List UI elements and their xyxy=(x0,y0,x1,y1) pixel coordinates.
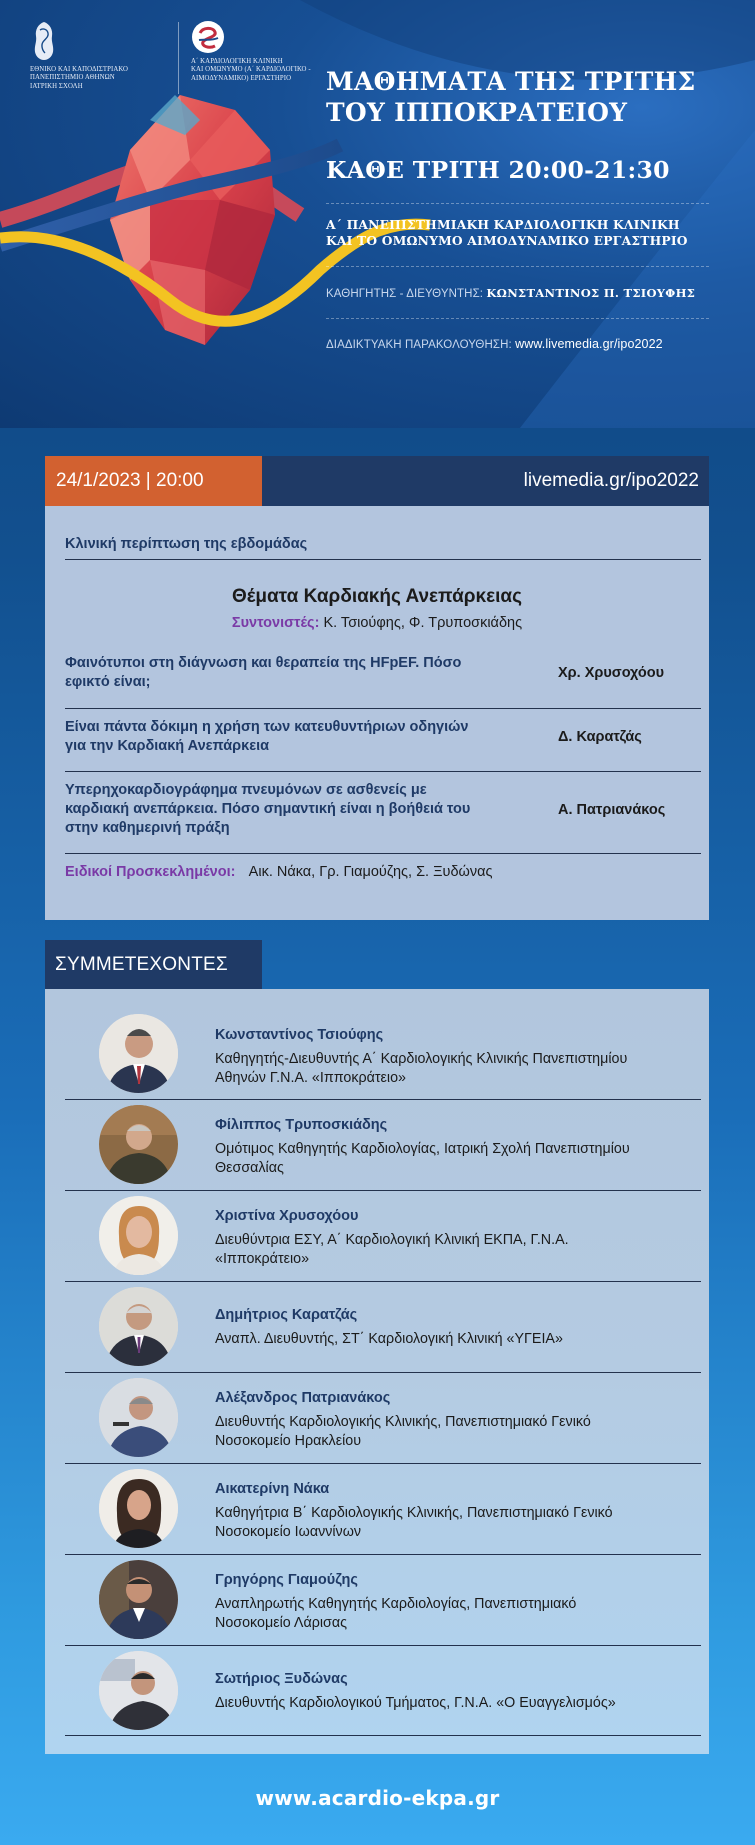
avatar xyxy=(99,1105,178,1184)
participant-name: Γρηγόρης Γιαμούζης xyxy=(215,1572,358,1588)
participant-name: Σωτήριος Ξυδώνας xyxy=(215,1671,348,1687)
avatar xyxy=(99,1651,178,1730)
director-label: ΚΑΘΗΓΗΤΗΣ - ΔΙΕΥΘΥΝΤΗΣ: xyxy=(326,288,484,300)
role-line: Διευθύντρια ΕΣΥ, Α΄ Καρδιολογική Κλινική ΕΚΠΑ, Γ.Ν.Α. xyxy=(215,1232,569,1248)
header-logos xyxy=(30,20,311,94)
role-line: Ομότιμος Καθηγητής Καρδιολογίας, Ιατρική Σχολή Πανεπιστημίου xyxy=(215,1141,630,1157)
role-line: Καθηγήτρια Β΄ Καρδιολογικής Κλινικής, Πανεπιστημιακό Γενικό xyxy=(215,1505,613,1521)
participant-role xyxy=(215,1694,695,1713)
university-line-2: ΠΑΝΕΠΙΣΤΗΜΙΟ ΑΘΗΝΩΝ xyxy=(30,74,115,82)
director xyxy=(326,286,695,300)
talk-title-line: στην καθημερινή πράξη xyxy=(65,820,230,836)
page-title xyxy=(326,66,726,128)
role-line: Αθηνών Γ.Ν.Α. «Ιπποκράτειο» xyxy=(215,1070,406,1086)
live-stream xyxy=(326,337,663,351)
coordinators-label: Συντονιστές: xyxy=(231,615,320,631)
clinic-line-1: Α΄ ΠΑΝΕΠΙΣΤΗΜΙΑΚΗ ΚΑΡΔΙΟΛΟΓΙΚΗ ΚΛΙΝΙΚΗ xyxy=(326,217,680,232)
university-seal-icon xyxy=(30,20,58,62)
participant-divider xyxy=(65,1463,701,1464)
talk-title-line: Είναι πάντα δόκιμη η χρήση των κατευθυντήριων οδηγιών xyxy=(65,719,469,735)
university-line-3: ΙΑΤΡΙΚΗ ΣΧΟΛΗ xyxy=(30,82,83,90)
participant-divider xyxy=(65,1554,701,1555)
hero-divider xyxy=(326,318,709,319)
talk-title xyxy=(65,718,485,756)
talk-title-line: για την Καρδιακή Ανεπάρκεια xyxy=(65,738,270,754)
avatar xyxy=(99,1196,178,1275)
participant-role xyxy=(215,1050,695,1088)
event-date-tab: 24/1/2023 | 20:00 xyxy=(45,456,262,506)
participant-divider xyxy=(65,1190,701,1191)
role-line: Θεσσαλίας xyxy=(215,1160,284,1176)
invited-guests xyxy=(65,864,492,880)
invited-names: Αικ. Νάκα, Γρ. Γιαμούζης, Σ. Ξυδώνας xyxy=(248,864,493,880)
participant-role xyxy=(215,1140,695,1178)
clinic-emblem-icon xyxy=(191,20,225,54)
stream-label: ΔΙΑΔΙΚΤΥΑΚΗ ΠΑΡΑΚΟΛΟΥΘΗΣΗ: xyxy=(326,339,512,351)
footer-website-link[interactable]: www.acardio-ekpa.gr xyxy=(255,1786,500,1810)
title-line-1: ΜΑΘΗΜΑΤΑ ΤΗΣ ΤΡΙΤΗΣ xyxy=(326,67,696,96)
participants-tab: ΣΥΜΜΕΤΕΧΟΝΤΕΣ xyxy=(45,940,262,989)
role-line: Διευθυντής Καρδιολογικού Τμήματος, Γ.Ν.Α. «Ο Ευαγγελισμός» xyxy=(215,1695,616,1711)
role-line: Διευθυντής Καρδιολογικής Κλινικής, Πανεπιστημιακό Γενικό xyxy=(215,1414,591,1430)
participant-name: Αικατερίνη Νάκα xyxy=(215,1481,330,1497)
program-rule xyxy=(65,771,701,772)
hero-divider xyxy=(326,266,709,267)
talk-title-line: καρδιακή ανεπάρκεια. Πόσο σημαντική είναι η βοήθειά του xyxy=(65,801,471,817)
talk-speaker: Δ. Καρατζάς xyxy=(558,729,642,745)
program-rule xyxy=(65,708,701,709)
role-line: Αναπληρωτής Καθηγητής Καρδιολογίας, Πανεπιστημιακό xyxy=(215,1596,577,1612)
avatar xyxy=(99,1560,178,1639)
program-kicker: Κλινική περίπτωση της εβδομάδας xyxy=(65,536,308,552)
title-line-2: ΤΟΥ ΙΠΠΟΚΡΑΤΕΙΟΥ xyxy=(326,98,628,127)
participant-role xyxy=(215,1330,695,1349)
logo-divider xyxy=(178,22,179,94)
hero-banner xyxy=(0,0,755,428)
hero-divider xyxy=(326,203,709,204)
clinic-logo-line-1: Α΄ ΚΑΡΔΙΟΛΟΓΙΚΗ ΚΛΙΝΙΚΗ xyxy=(191,58,283,65)
participant-role xyxy=(215,1413,695,1451)
talk-speaker: Α. Πατριανάκος xyxy=(558,802,666,818)
role-line: Νοσοκομείο Ιωαννίνων xyxy=(215,1524,362,1540)
participant-name: Δημήτριος Καρατζάς xyxy=(215,1307,358,1323)
clinic-name xyxy=(326,217,726,249)
program-coordinators xyxy=(45,615,709,631)
role-line: «Ιπποκράτειο» xyxy=(215,1251,310,1267)
participant-divider xyxy=(65,1645,701,1646)
role-line: Αναπλ. Διευθυντής, ΣΤ΄ Καρδιολογική Κλινική «ΥΓΕΙΑ» xyxy=(215,1331,563,1347)
talk-title-line: εφικτό είναι; xyxy=(65,674,151,690)
clinic-logo-line-3: ΑΙΜΟΔΥΝΑΜΙΚΟ) ΕΡΓΑΣΤΗΡΙΟ xyxy=(191,74,292,82)
talk-title-line: Φαινότυποι στη διάγνωση και θεραπεία της HFpEF. Πόσο xyxy=(65,655,462,671)
avatar xyxy=(99,1287,178,1366)
clinic-logo-line-2: ΚΑΙ ΟΜΩΝΥΜΟ (Α΄ ΚΑΡΔΙΟΛΟΓΙΚΟ - xyxy=(191,66,311,74)
participant-divider xyxy=(65,1735,701,1736)
avatar xyxy=(99,1014,178,1093)
role-line: Καθηγητής-Διευθυντής Α΄ Καρδιολογικής Κλινικής Πανεπιστημίου xyxy=(215,1051,628,1067)
clinic-logo xyxy=(191,20,311,94)
participant-divider xyxy=(65,1281,701,1282)
participants-panel xyxy=(45,989,709,1754)
stream-link[interactable]: www.livemedia.gr/ipo2022 xyxy=(515,337,663,351)
university-logo xyxy=(30,20,150,94)
invited-label: Ειδικοί Προσκεκλημένοι: xyxy=(65,864,236,880)
coordinators-names: Κ. Τσιούφης, Φ. Τρυποσκιάδης xyxy=(323,615,523,631)
director-name: ΚΩΝΣΤΑΝΤΙΝΟΣ Π. ΤΣΙΟΥΦΗΣ xyxy=(486,286,696,300)
program-rule xyxy=(65,559,701,560)
participant-name: Κωνσταντίνος Τσιούφης xyxy=(215,1027,384,1043)
participant-name: Φίλιππος Τρυποσκιάδης xyxy=(215,1117,388,1133)
participant-name: Χριστίνα Χρυσοχόου xyxy=(215,1208,359,1224)
avatar xyxy=(99,1469,178,1548)
participant-role xyxy=(215,1504,695,1542)
talk-title-line: Υπερηχοκαρδιογράφημα πνευμόνων σε ασθενείς με xyxy=(65,782,427,798)
schedule: ΚΑΘΕ ΤΡΙΤΗ 20:00-21:30 xyxy=(326,156,670,184)
talk-title xyxy=(65,654,485,692)
avatar xyxy=(99,1378,178,1457)
role-line: Νοσοκομείο Λάρισας xyxy=(215,1615,348,1631)
clinic-line-2: ΚΑΙ ΤΟ ΟΜΩΝΥΜΟ ΑΙΜΟΔΥΝΑΜΙΚΟ ΕΡΓΑΣΤΗΡΙΟ xyxy=(326,233,688,248)
program-panel xyxy=(45,506,709,920)
participant-divider xyxy=(65,1372,701,1373)
role-line: Νοσοκομείο Ηρακλείου xyxy=(215,1433,362,1449)
university-line-1: ΕΘΝΙΚΟ ΚΑΙ ΚΑΠΟΔΙΣΤΡΙΑΚΟ xyxy=(30,66,128,73)
event-url-tab[interactable]: livemedia.gr/ipo2022 xyxy=(262,456,709,506)
talk-title xyxy=(65,781,505,838)
program-rule xyxy=(65,853,701,854)
participant-name: Αλέξανδρος Πατριανάκος xyxy=(215,1390,391,1406)
participant-role xyxy=(215,1595,695,1633)
participant-role xyxy=(215,1231,695,1269)
talk-speaker: Χρ. Χρυσοχόου xyxy=(558,665,665,681)
program-title: Θέματα Καρδιακής Ανεπάρκειας xyxy=(232,586,522,607)
participant-divider xyxy=(65,1099,701,1100)
